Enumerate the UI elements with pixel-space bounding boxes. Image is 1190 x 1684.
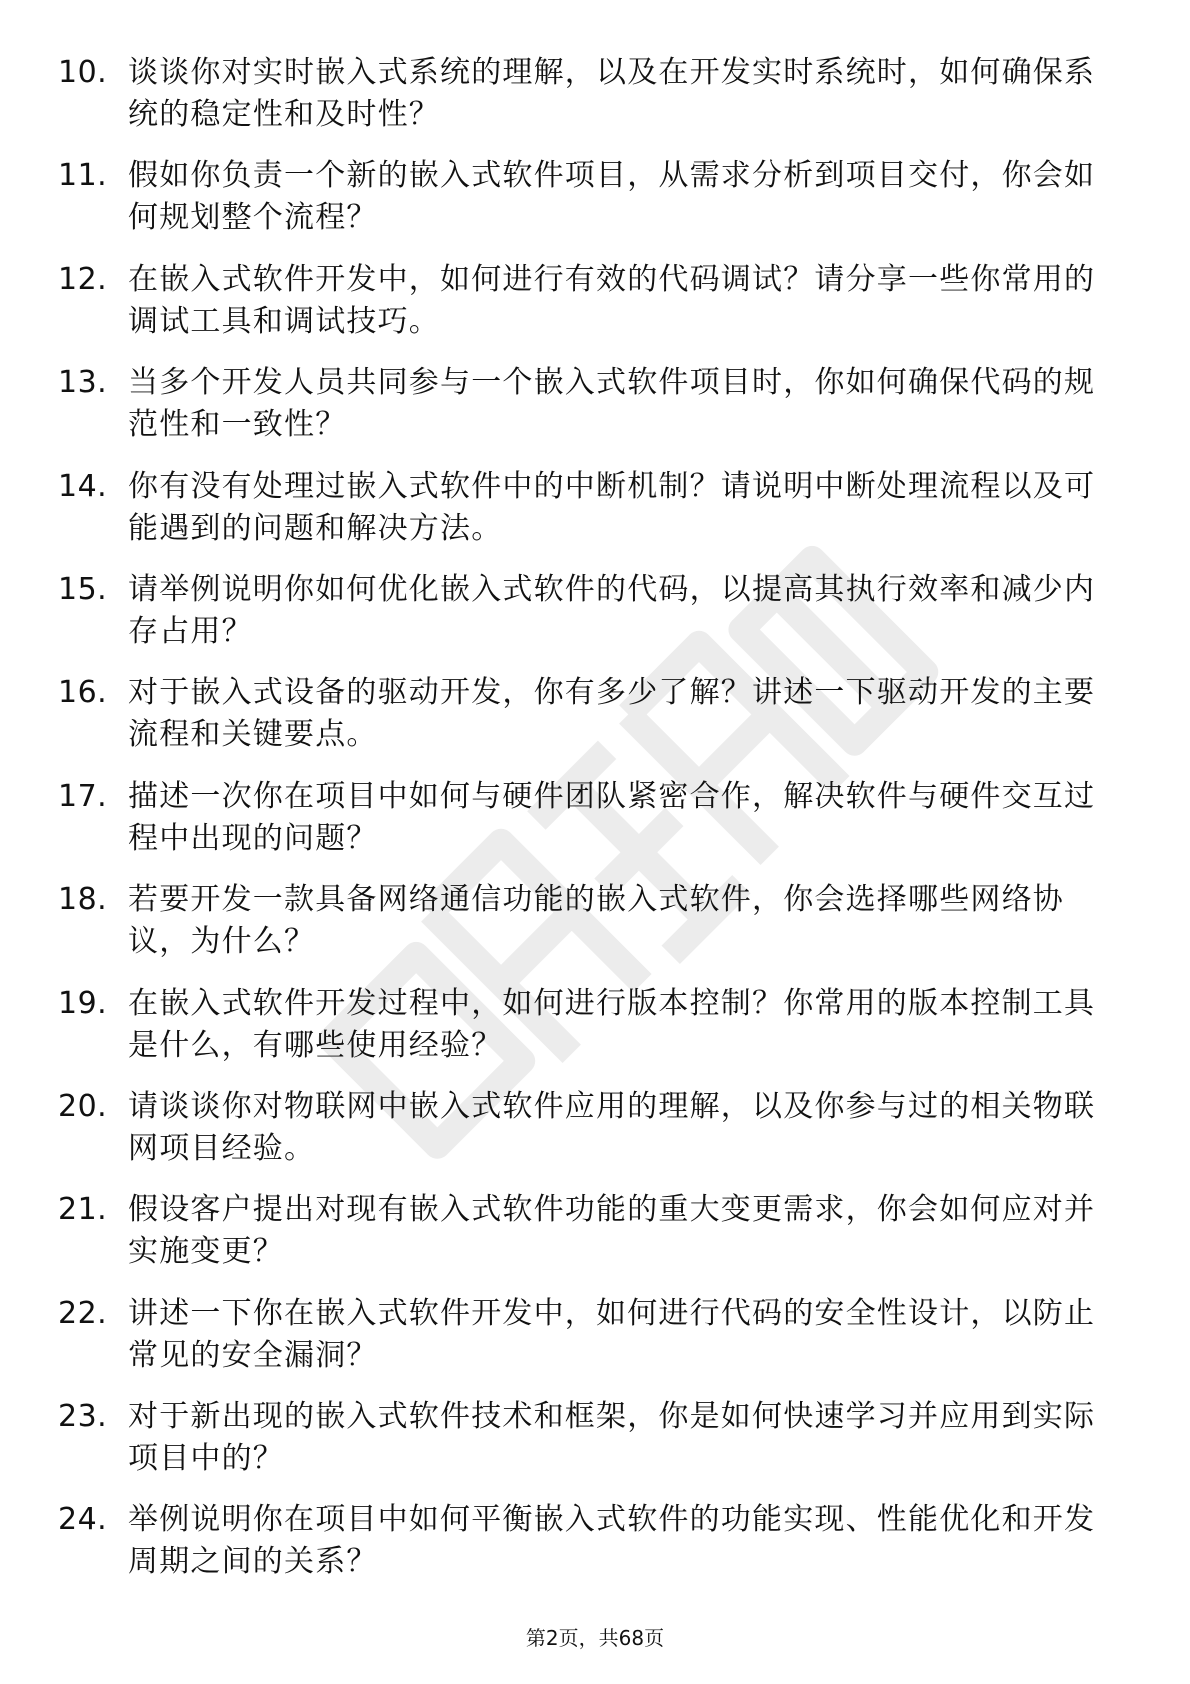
question-text: 举例说明你在项目中如何平衡嵌入式软件的功能实现、性能优化和开发周期之间的关系？	[128, 1502, 1096, 1580]
question-text: 请举例说明你如何优化嵌入式软件的代码，以提高其执行效率和减少内存占用？	[128, 571, 1096, 649]
question-text: 对于新出现的嵌入式软件技术和框架，你是如何快速学习并应用到实际项目中的？	[128, 1399, 1096, 1477]
question-number: 20.	[58, 1088, 108, 1124]
question-number: 22.	[58, 1295, 108, 1331]
question-text: 请谈谈你对物联网中嵌入式软件应用的理解，以及你参与过的相关物联网项目经验。	[128, 1088, 1096, 1166]
question-text: 讲述一下你在嵌入式软件开发中，如何进行代码的安全性设计，以防止常见的安全漏洞？	[128, 1295, 1096, 1373]
question-number: 12.	[58, 261, 108, 297]
question-number: 13.	[58, 365, 108, 401]
question-item	[0, 776, 1190, 879]
question-item	[0, 569, 1190, 672]
question-item	[0, 879, 1190, 982]
question-list	[0, 52, 1190, 1603]
question-number: 19.	[58, 985, 108, 1021]
question-number: 18.	[58, 882, 108, 918]
question-item	[0, 1293, 1190, 1396]
question-text: 假如你负责一个新的嵌入式软件项目，从需求分析到项目交付，你会如何规划整个流程？	[128, 158, 1096, 236]
question-item	[0, 1086, 1190, 1189]
question-item	[0, 259, 1190, 362]
question-item	[0, 52, 1190, 155]
question-text: 谈谈你对实时嵌入式系统的理解，以及在开发实时系统时，如何确保系统的稳定性和及时性？	[128, 55, 1096, 132]
question-item	[0, 466, 1190, 569]
question-text: 你有没有处理过嵌入式软件中的中断机制？请说明中断处理流程以及可能遇到的问题和解决方法。	[128, 468, 1096, 546]
question-number: 23.	[58, 1399, 108, 1435]
question-text: 若要开发一款具备网络通信功能的嵌入式软件，你会选择哪些网络协议，为什么？	[128, 882, 1064, 960]
question-number: 15.	[58, 571, 108, 607]
question-item	[0, 1499, 1190, 1602]
question-text: 在嵌入式软件开发过程中，如何进行版本控制？你常用的版本控制工具是什么，有哪些使用经验？	[128, 985, 1096, 1063]
question-text: 在嵌入式软件开发中，如何进行有效的代码调试？请分享一些你常用的调试工具和调试技巧。	[128, 261, 1096, 339]
question-text: 假设客户提出对现有嵌入式软件功能的重大变更需求，你会如何应对并实施变更？	[128, 1192, 1096, 1270]
question-number: 11.	[58, 158, 108, 194]
question-item	[0, 1189, 1190, 1292]
question-text: 描述一次你在项目中如何与硬件团队紧密合作，解决软件与硬件交互过程中出现的问题？	[128, 778, 1096, 856]
question-item	[0, 155, 1190, 258]
page-footer: 第2页，共68页	[525, 1626, 665, 1650]
question-number: 10.	[58, 55, 108, 90]
question-number: 24.	[58, 1502, 108, 1538]
question-item	[0, 1396, 1190, 1499]
question-item	[0, 983, 1190, 1086]
question-number: 14.	[58, 468, 108, 504]
question-number: 17.	[58, 778, 108, 814]
question-item	[0, 672, 1190, 775]
question-text: 对于嵌入式设备的驱动开发，你有多少了解？讲述一下驱动开发的主要流程和关键要点。	[128, 675, 1096, 753]
question-number: 16.	[58, 675, 108, 711]
question-number: 21.	[58, 1192, 108, 1228]
question-item	[0, 362, 1190, 465]
question-text: 当多个开发人员共同参与一个嵌入式软件项目时，你如何确保代码的规范性和一致性？	[128, 365, 1096, 443]
